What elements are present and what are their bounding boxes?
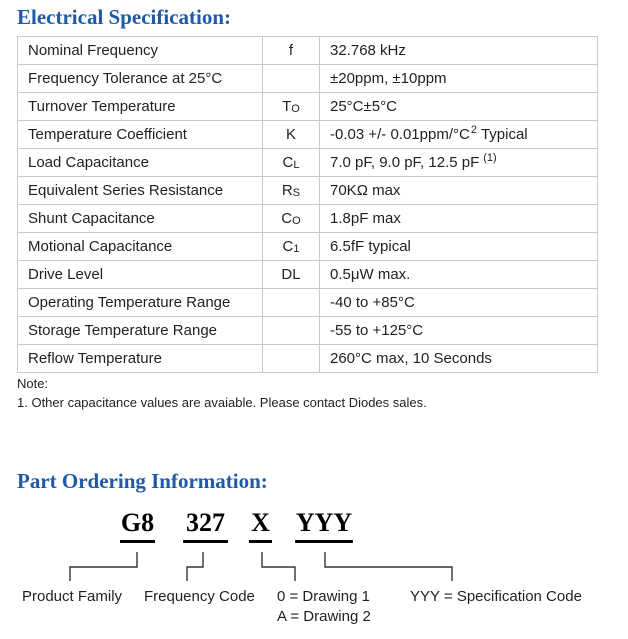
- legend-drawing-option: 0 = Drawing 1: [277, 588, 370, 605]
- spec-parameter: Nominal Frequency: [18, 37, 263, 65]
- spec-symbol: [263, 261, 320, 289]
- spec-value-footnote-ref: (1): [483, 151, 497, 164]
- legend-specification-code: YYY = Specification Code: [410, 588, 582, 605]
- legend-drawing-option: A = Drawing 2: [277, 608, 371, 625]
- spec-parameter: Temperature Coefficient: [18, 121, 263, 149]
- part-code-product-family: G8: [120, 509, 155, 543]
- spec-symbol: [263, 205, 320, 233]
- spec-parameter: Turnover Temperature: [18, 93, 263, 121]
- spec-symbol-subscript: O: [291, 102, 300, 115]
- electrical-specification-section: [17, 36, 597, 412]
- spec-row: [18, 345, 598, 373]
- spec-row: [18, 65, 598, 93]
- spec-parameter: Storage Temperature Range: [18, 317, 263, 345]
- note-label: Note:: [17, 376, 49, 391]
- spec-value: ±20ppm, ±10ppm: [320, 65, 598, 93]
- spec-parameter: Operating Temperature Range: [18, 289, 263, 317]
- part-code-drawing: X: [249, 509, 272, 543]
- drawing-connector: [262, 552, 295, 581]
- spec-symbol-subscript: L: [293, 158, 300, 171]
- spec-symbol: [263, 177, 320, 205]
- spec-value: 0.5μW max.: [320, 261, 598, 289]
- spec-parameter: Shunt Capacitance: [18, 205, 263, 233]
- spec-row: [18, 121, 598, 149]
- spec-symbol-text: C: [282, 153, 294, 171]
- specification-code-connector: [325, 552, 452, 581]
- spec-value: [320, 121, 598, 149]
- spec-symbol-text: f: [288, 41, 294, 59]
- spec-parameter: Drive Level: [18, 261, 263, 289]
- spec-parameter: Frequency Tolerance at 25°C: [18, 65, 263, 93]
- spec-symbol-subscript: S: [292, 186, 301, 199]
- note-item: 1. Other capacitance values are avaiable. Please contact Diodes sales.: [17, 395, 427, 410]
- spec-value: 6.5fF typical: [320, 233, 598, 261]
- spec-value-text: -0.03 +/- 0.01ppm/°C: [330, 125, 470, 143]
- product-family-connector: [70, 552, 137, 581]
- part-code-specification: YYY: [295, 509, 353, 543]
- spec-value: 260°C max, 10 Seconds: [320, 345, 598, 373]
- spec-symbol: [263, 289, 320, 317]
- spec-row: [18, 37, 598, 65]
- spec-symbol-subscript: O: [292, 214, 301, 227]
- spec-row: [18, 93, 598, 121]
- electrical-specification-table: [17, 36, 598, 373]
- spec-symbol-text: T: [282, 97, 292, 115]
- spec-symbol-text: C: [281, 209, 293, 227]
- spec-symbol: [263, 93, 320, 121]
- spec-symbol-text: C: [282, 237, 294, 255]
- spec-value: -55 to +125°C: [320, 317, 598, 345]
- spec-symbol-subscript: 1: [293, 242, 300, 255]
- spec-parameter: Reflow Temperature: [18, 345, 263, 373]
- spec-symbol: [263, 37, 320, 65]
- spec-value: 70KΩ max: [320, 177, 598, 205]
- spec-row: [18, 177, 598, 205]
- spec-row: [18, 149, 598, 177]
- frequency-code-connector: [187, 552, 203, 581]
- spec-parameter: Motional Capacitance: [18, 233, 263, 261]
- part-ordering-title: Part Ordering Information:: [17, 469, 268, 493]
- spec-value-text: 7.0 pF, 9.0 pF, 12.5 pF: [330, 153, 480, 171]
- spec-symbol: [263, 121, 320, 149]
- spec-symbol: [263, 317, 320, 345]
- spec-parameter: Load Capacitance: [18, 149, 263, 177]
- spec-value: 32.768 kHz: [320, 37, 598, 65]
- legend-product-family: Product Family: [22, 588, 123, 605]
- spec-row: [18, 205, 598, 233]
- spec-symbol: [263, 345, 320, 373]
- part-code-connectors: [0, 548, 628, 588]
- note-block: [17, 374, 597, 412]
- spec-value: 25°C±5°C: [320, 93, 598, 121]
- spec-symbol-text: R: [281, 181, 293, 199]
- spec-symbol: [263, 233, 320, 261]
- legend-frequency-code: Frequency Code: [144, 588, 255, 605]
- spec-parameter: Equivalent Series Resistance: [18, 177, 263, 205]
- spec-symbol-text: K: [285, 125, 296, 143]
- spec-row: [18, 289, 598, 317]
- spec-row: [18, 317, 598, 345]
- spec-symbol-text: DL: [281, 265, 301, 283]
- spec-symbol: [263, 65, 320, 93]
- electrical-specification-title: Electrical Specification:: [17, 5, 232, 29]
- part-code-frequency: 327: [183, 509, 228, 543]
- spec-row: [18, 233, 598, 261]
- spec-row: [18, 261, 598, 289]
- spec-symbol: [263, 149, 320, 177]
- spec-value: -40 to +85°C: [320, 289, 598, 317]
- spec-value-superscript: 2: [470, 123, 477, 136]
- spec-value: 1.8pF max: [320, 205, 598, 233]
- spec-value-suffix: Typical: [480, 125, 528, 143]
- spec-value: [320, 149, 598, 177]
